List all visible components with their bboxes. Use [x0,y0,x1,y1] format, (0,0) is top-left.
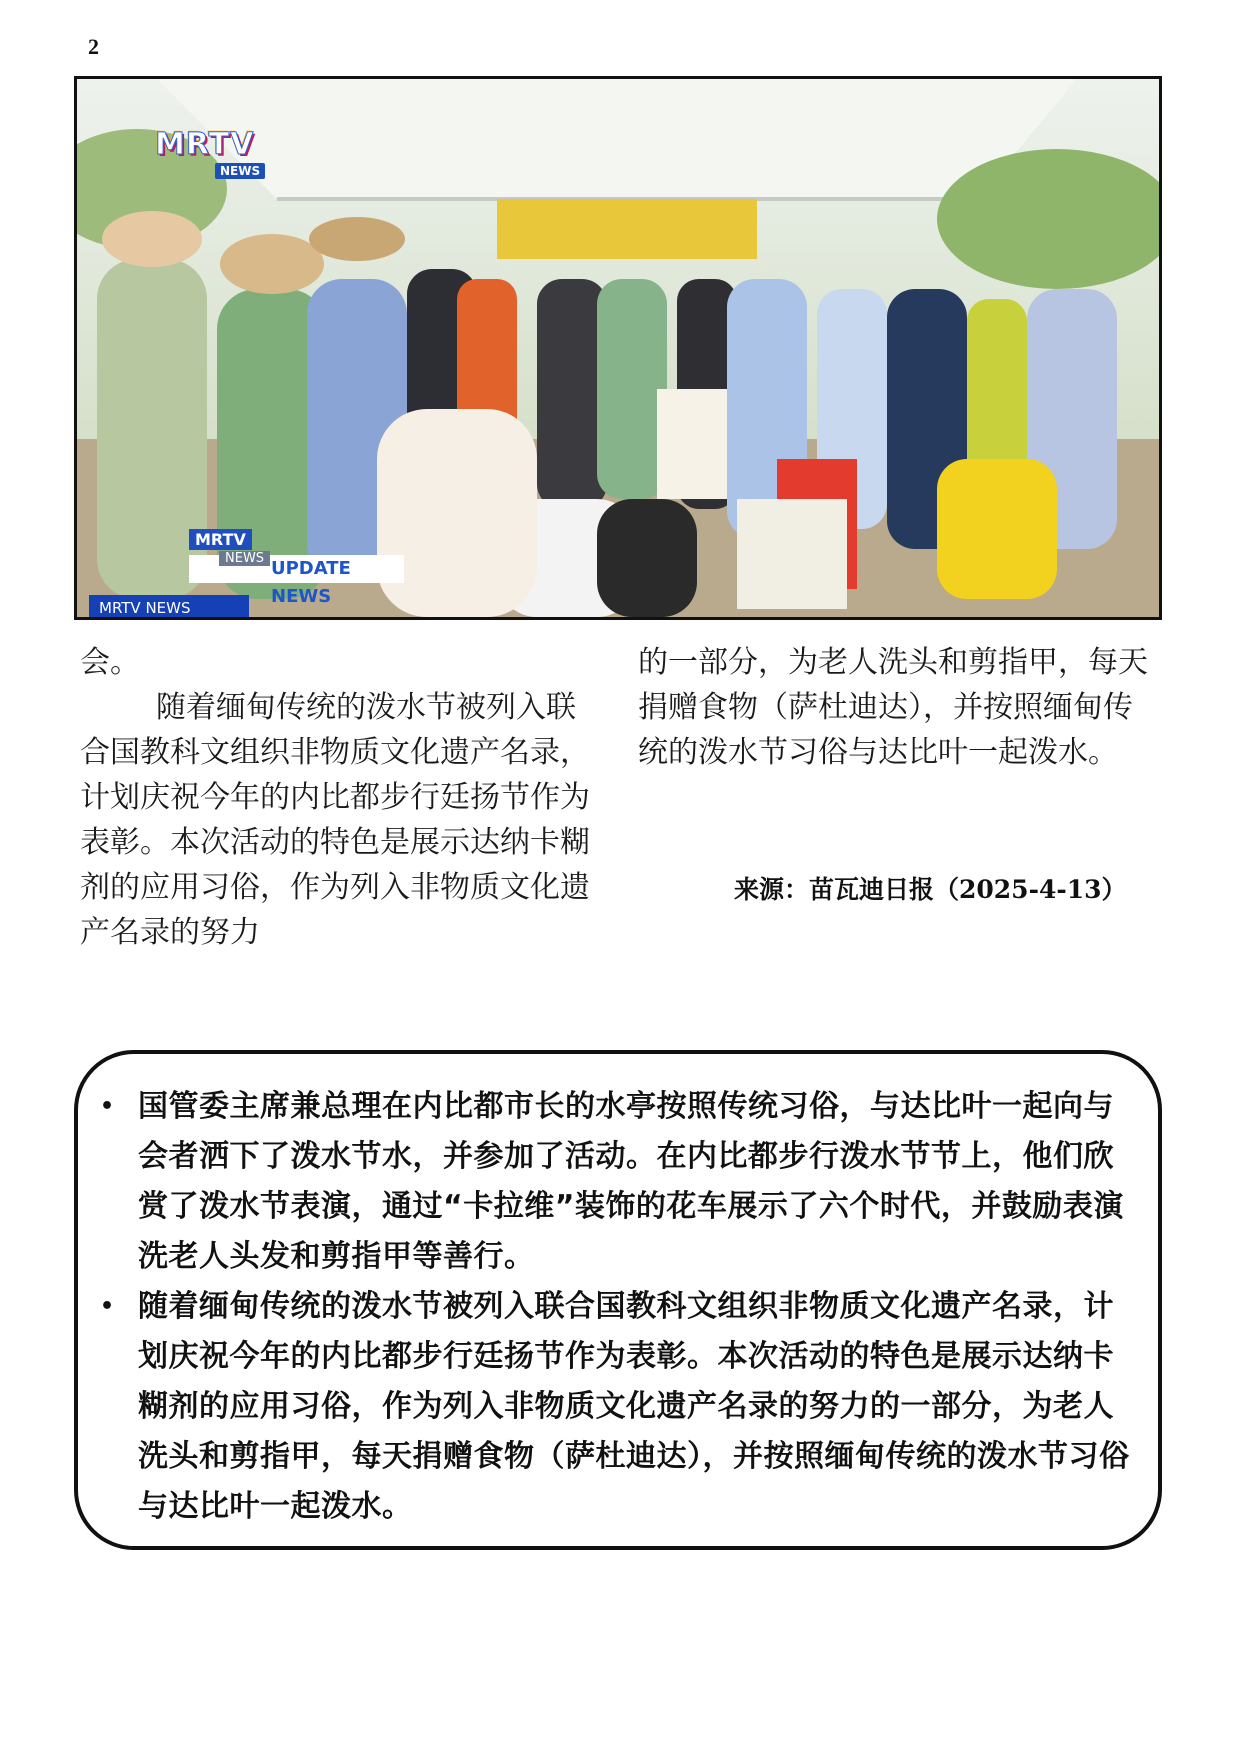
tent-canopy [157,79,1077,199]
news-photo [74,76,1162,620]
bullet-icon: • [100,1094,115,1119]
summary-item-text: 国管委主席兼总理在内比都市长的水亭按照传统习俗，与达比叶一起向与会者洒下了泼水节水，并参加了活动。在内比都步行泼水节节上，他们欣赏了泼水节表演，通过“卡拉维”装饰的花车展示了六个时代，并鼓励表演洗老人头发和剪指甲等善行。 [138,1089,1124,1274]
summary-item [100,1282,1138,1532]
article-right-column [638,640,1158,775]
summary-item [100,1082,1138,1282]
bullet-icon: • [100,1294,115,1319]
summary-item-text: 随着缅甸传统的泼水节被列入联合国教科文组织非物质文化遗产名录，计划庆祝今年的内比都步行廷扬节作为表彰。本次活动的特色是展示达纳卡糊剂的应用习俗，作为列入非物质文化遗产名录的努力的一部分，为老人洗头和剪指甲，每天捐赠食物（萨杜迪达），并按照缅甸传统的泼水节习俗与达比叶一起泼水。 [138,1289,1130,1524]
lower-third-title: UPDATE NEWS [189,555,404,583]
summary-list [100,1082,1138,1532]
article-paragraph-continued: 会。 [80,645,140,680]
gift-bag-2 [657,389,727,499]
summary-box [74,1050,1162,1550]
article-source: 来源：苗瓦迪日报（2025-4-13） [734,875,1127,904]
gift-bag [737,499,847,609]
mrtv-logo: MRTV [155,127,255,162]
lower-third-news-tag: NEWS [219,551,270,566]
page-number: 2 [88,34,99,59]
article-left-column [80,640,600,955]
lower-third-brand: MRTV [189,529,252,550]
news-ticker: MRTV NEWS [89,595,249,620]
article-paragraph: 随着缅甸传统的泼水节被列入联合国教科文组织非物质文化遗产名录，计划庆祝今年的内比都步行廷扬节作为表彰。本次活动的特色是展示达纳卡糊剂的应用习俗，作为列入非物质文化遗产名录的努力 [80,690,590,950]
mrtv-logo-news-tag: NEWS [215,163,265,179]
article-paragraph-right: 的一部分，为老人洗头和剪指甲，每天捐赠食物（萨杜迪达），并按照缅甸传统的泼水节习俗与达比叶一起泼水。 [638,645,1148,770]
yellow-pavilion [497,199,757,259]
